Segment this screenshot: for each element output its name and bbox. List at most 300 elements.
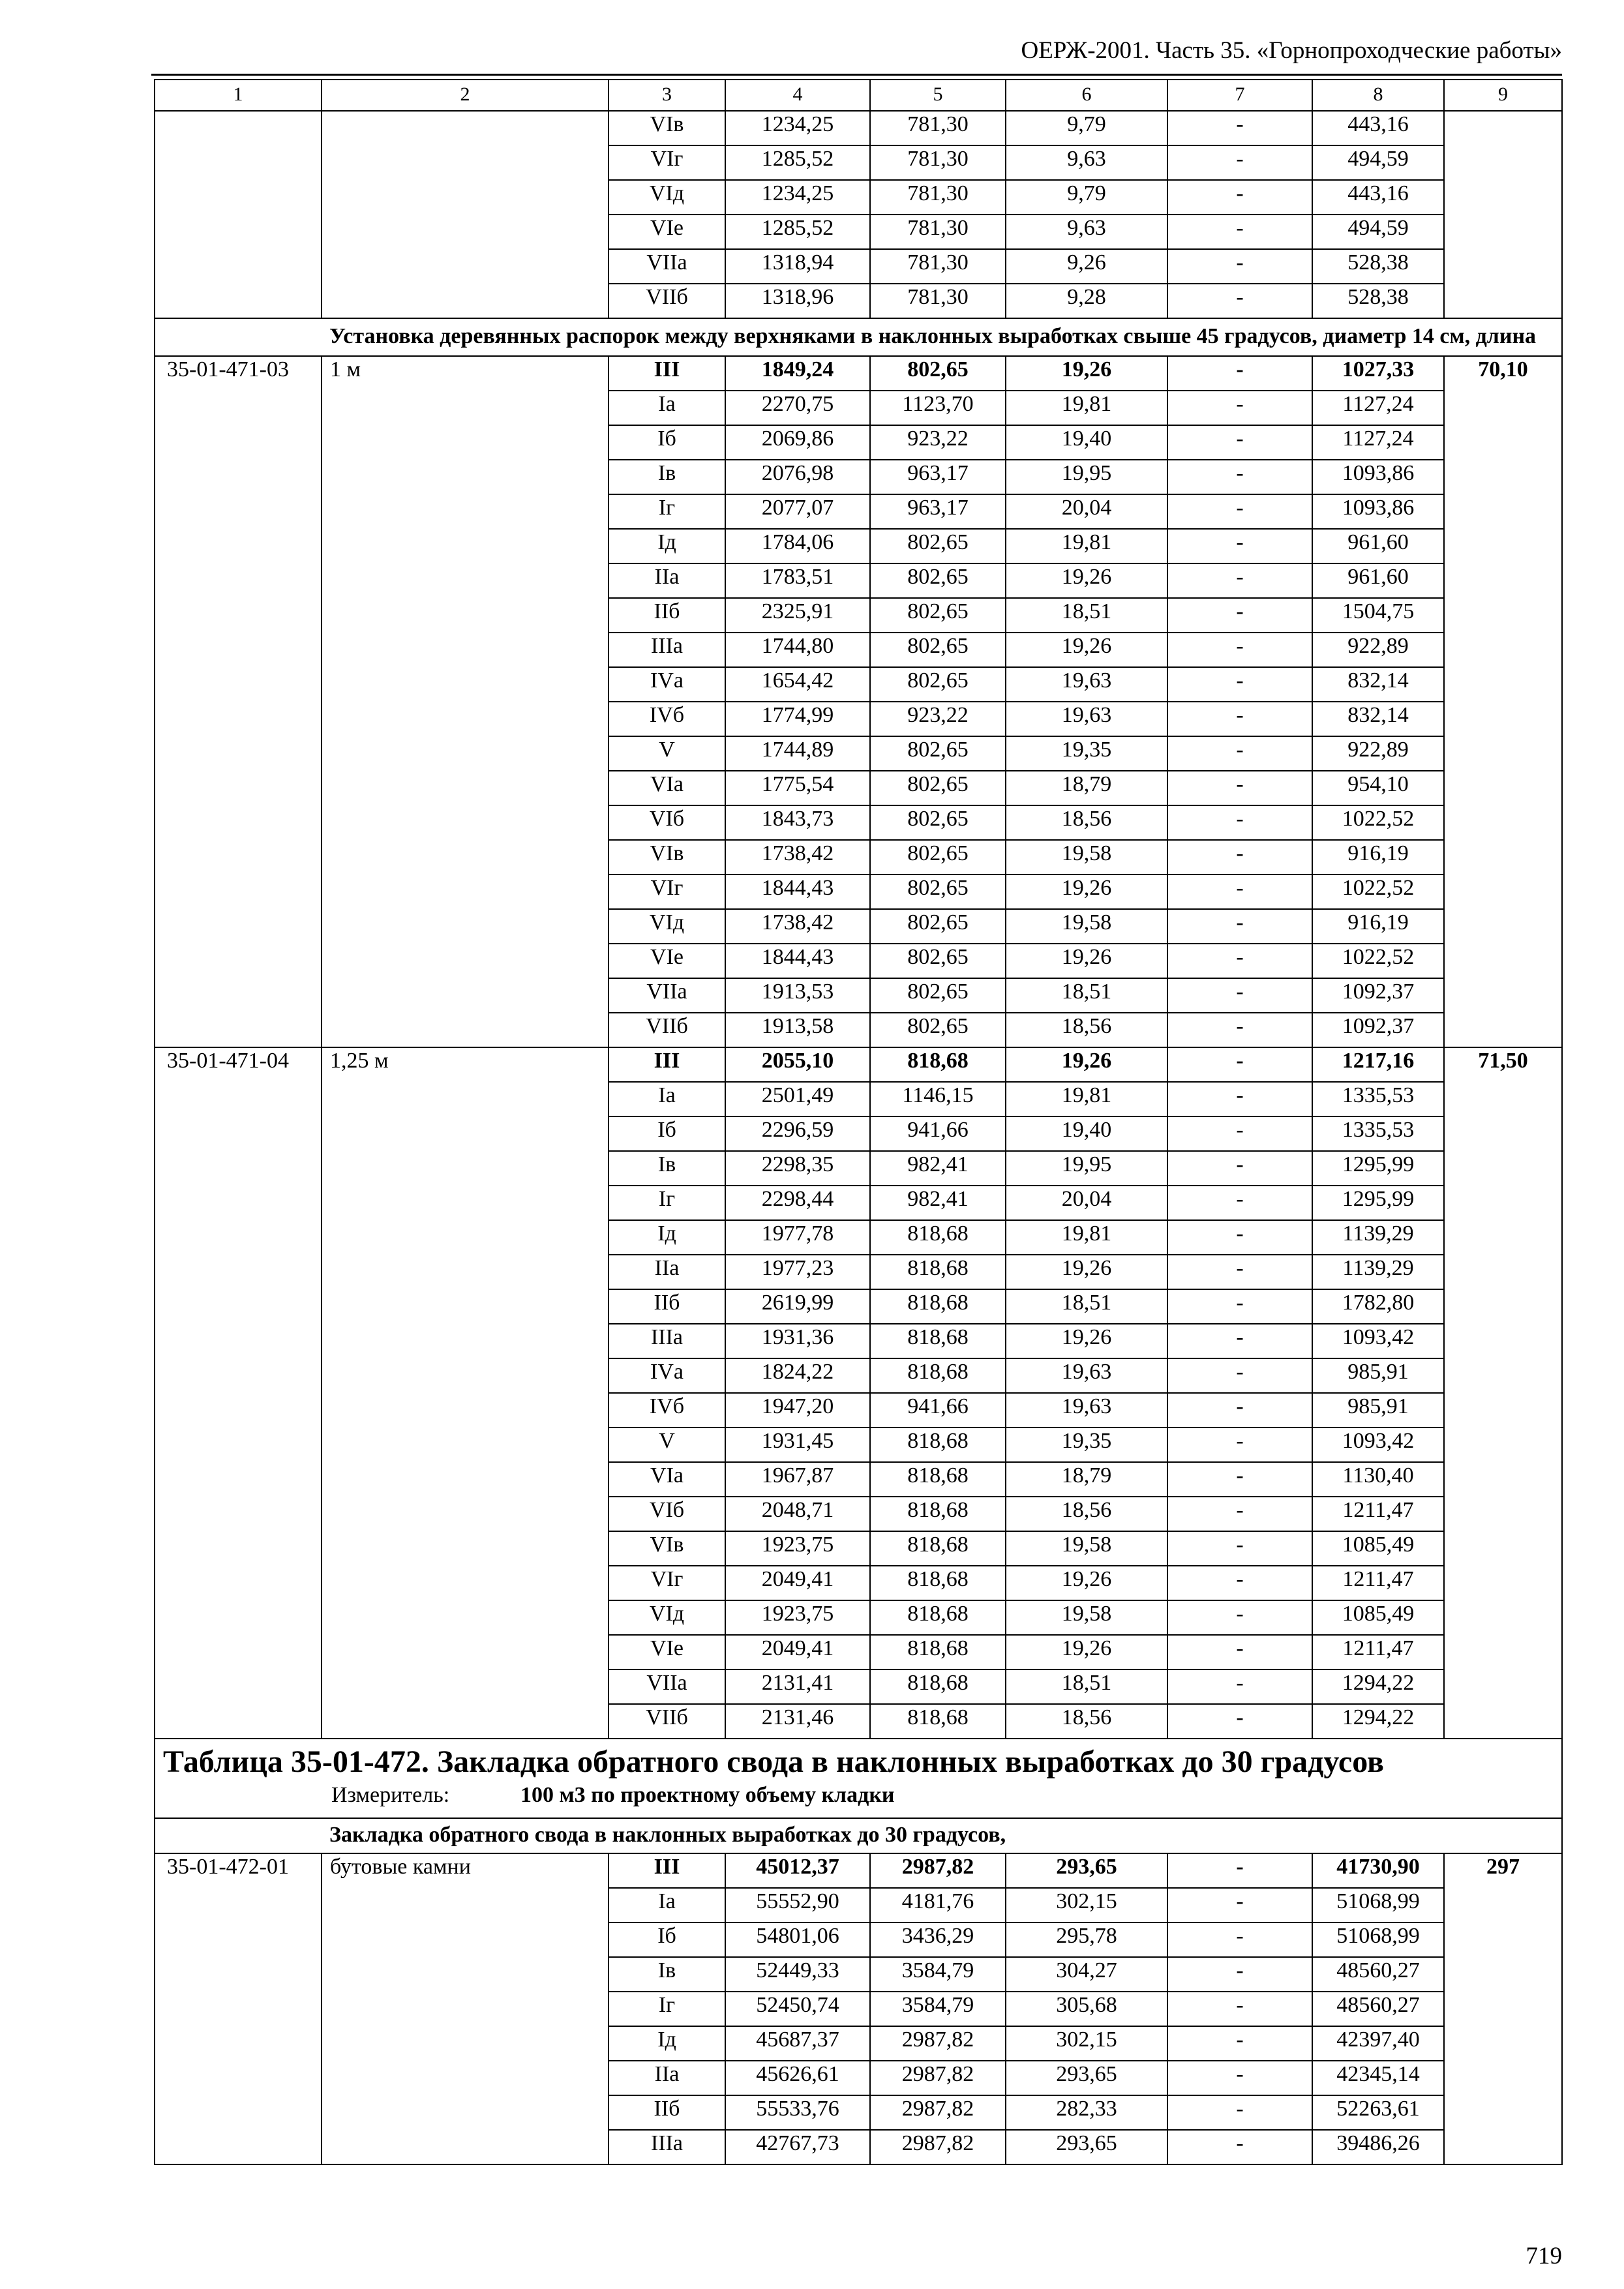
measure-row (155, 1782, 1562, 1818)
direct-costs-cell: 1318,94 (725, 249, 870, 284)
zone-cell: Iв (609, 1957, 725, 1992)
zone-cell: VIб (609, 1497, 725, 1531)
materials-cell: 961,60 (1312, 563, 1444, 598)
materials-cell: 1211,47 (1312, 1635, 1444, 1669)
wages-cell: 2987,82 (870, 2130, 1006, 2164)
machines-cell: 18,51 (1006, 1289, 1167, 1324)
labor-cell: 71,50 (1444, 1047, 1562, 1739)
wages-cell: 982,41 (870, 1186, 1006, 1220)
machines-cell: 293,65 (1006, 2130, 1167, 2164)
direct-costs-cell: 1844,43 (725, 875, 870, 909)
driver-wages-cell: - (1167, 1600, 1312, 1635)
table-row (155, 356, 1562, 391)
direct-costs-cell: 1318,96 (725, 284, 870, 318)
zone-cell: VIв (609, 1531, 725, 1566)
zone-cell: VIе (609, 215, 725, 249)
machines-cell: 18,79 (1006, 1462, 1167, 1497)
materials-cell: 832,14 (1312, 702, 1444, 736)
machines-cell: 19,40 (1006, 425, 1167, 460)
zone-cell: Iд (609, 529, 725, 563)
direct-costs-cell: 1931,36 (725, 1324, 870, 1358)
wages-cell: 781,30 (870, 284, 1006, 318)
wages-cell: 802,65 (870, 633, 1006, 667)
driver-wages-cell: - (1167, 215, 1312, 249)
column-number: 8 (1312, 80, 1444, 111)
section-spacer (155, 1818, 322, 1853)
materials-cell: 1782,80 (1312, 1289, 1444, 1324)
zone-cell: VIд (609, 1600, 725, 1635)
driver-wages-cell: - (1167, 1082, 1312, 1116)
driver-wages-cell: - (1167, 840, 1312, 875)
zone-cell: Iг (609, 494, 725, 529)
wages-cell: 941,66 (870, 1393, 1006, 1428)
machines-cell: 18,79 (1006, 771, 1167, 805)
zone-cell: Iб (609, 1116, 725, 1151)
materials-cell: 1130,40 (1312, 1462, 1444, 1497)
driver-wages-cell: - (1167, 1853, 1312, 1888)
machines-cell: 18,51 (1006, 978, 1167, 1013)
direct-costs-cell: 1824,22 (725, 1358, 870, 1393)
driver-wages-cell: - (1167, 1531, 1312, 1566)
machines-cell: 9,79 (1006, 111, 1167, 145)
driver-wages-cell: - (1167, 1922, 1312, 1957)
materials-cell: 41730,90 (1312, 1853, 1444, 1888)
machines-cell: 19,26 (1006, 356, 1167, 391)
direct-costs-cell: 1234,25 (725, 111, 870, 145)
wages-cell: 923,22 (870, 425, 1006, 460)
wages-cell: 802,65 (870, 909, 1006, 944)
driver-wages-cell: - (1167, 1151, 1312, 1186)
wages-cell: 802,65 (870, 978, 1006, 1013)
machines-cell: 19,58 (1006, 909, 1167, 944)
labor-cell (1444, 111, 1562, 318)
section-heading: Закладка обратного свода в наклонных выработках до 30 градусов, (322, 1818, 1562, 1853)
zone-cell: VIIа (609, 1669, 725, 1704)
machines-cell: 18,51 (1006, 1669, 1167, 1704)
machines-cell: 19,63 (1006, 702, 1167, 736)
materials-cell: 1093,86 (1312, 494, 1444, 529)
materials-cell: 51068,99 (1312, 1922, 1444, 1957)
header-rule (151, 74, 1562, 76)
column-number: 9 (1444, 80, 1562, 111)
page-number: 719 (1526, 2243, 1562, 2269)
code-cell: 35-01-472-01 (155, 1853, 322, 2164)
wages-cell: 802,65 (870, 1013, 1006, 1047)
materials-cell: 1295,99 (1312, 1151, 1444, 1186)
wages-cell: 941,66 (870, 1116, 1006, 1151)
direct-costs-cell: 55552,90 (725, 1888, 870, 1922)
zone-cell: VIд (609, 909, 725, 944)
wages-cell: 818,68 (870, 1289, 1006, 1324)
driver-wages-cell: - (1167, 529, 1312, 563)
direct-costs-cell: 45012,37 (725, 1853, 870, 1888)
machines-cell: 19,63 (1006, 667, 1167, 702)
driver-wages-cell: - (1167, 736, 1312, 771)
driver-wages-cell: - (1167, 702, 1312, 736)
materials-cell: 443,16 (1312, 180, 1444, 215)
machines-cell: 19,81 (1006, 1082, 1167, 1116)
materials-cell: 1217,16 (1312, 1047, 1444, 1082)
driver-wages-cell: - (1167, 1497, 1312, 1531)
section-heading: Установка деревянных распорок между верхняками в наклонных выработках свыше 45 градусов, диаметр 14 см, длина (322, 318, 1562, 356)
zone-cell: V (609, 1428, 725, 1462)
driver-wages-cell: - (1167, 2095, 1312, 2130)
zone-cell: VIв (609, 840, 725, 875)
zone-cell: IVа (609, 667, 725, 702)
name-cell: 1 м (322, 356, 609, 1047)
table-title-row (155, 1739, 1562, 1782)
machines-cell: 19,26 (1006, 1324, 1167, 1358)
driver-wages-cell: - (1167, 284, 1312, 318)
machines-cell: 19,35 (1006, 1428, 1167, 1462)
materials-cell: 494,59 (1312, 145, 1444, 180)
zone-cell: Iг (609, 1186, 725, 1220)
direct-costs-cell: 1738,42 (725, 840, 870, 875)
direct-costs-cell: 1774,99 (725, 702, 870, 736)
wages-cell: 818,68 (870, 1704, 1006, 1739)
direct-costs-cell: 1913,58 (725, 1013, 870, 1047)
materials-cell: 1093,42 (1312, 1324, 1444, 1358)
materials-cell: 961,60 (1312, 529, 1444, 563)
materials-cell: 1139,29 (1312, 1255, 1444, 1289)
zone-cell: III (609, 356, 725, 391)
materials-cell: 1211,47 (1312, 1497, 1444, 1531)
machines-cell: 9,28 (1006, 284, 1167, 318)
wages-cell: 1146,15 (870, 1082, 1006, 1116)
direct-costs-cell: 1234,25 (725, 180, 870, 215)
materials-cell: 48560,27 (1312, 1992, 1444, 2026)
wages-cell: 818,68 (870, 1635, 1006, 1669)
driver-wages-cell: - (1167, 2061, 1312, 2095)
direct-costs-cell: 1844,43 (725, 944, 870, 978)
machines-cell: 20,04 (1006, 494, 1167, 529)
driver-wages-cell: - (1167, 1669, 1312, 1704)
wages-cell: 2987,82 (870, 1853, 1006, 1888)
direct-costs-cell: 1285,52 (725, 215, 870, 249)
zone-cell: VIд (609, 180, 725, 215)
section-spacer (155, 318, 322, 356)
materials-cell: 1211,47 (1312, 1566, 1444, 1600)
driver-wages-cell: - (1167, 1324, 1312, 1358)
zone-cell: VIг (609, 875, 725, 909)
materials-cell: 1127,24 (1312, 425, 1444, 460)
direct-costs-cell: 1967,87 (725, 1462, 870, 1497)
driver-wages-cell: - (1167, 598, 1312, 633)
wages-cell: 1123,70 (870, 391, 1006, 425)
zone-cell: Iд (609, 1220, 725, 1255)
zone-cell: IVа (609, 1358, 725, 1393)
wages-cell: 802,65 (870, 667, 1006, 702)
materials-cell: 1127,24 (1312, 391, 1444, 425)
direct-costs-cell: 2077,07 (725, 494, 870, 529)
driver-wages-cell: - (1167, 2026, 1312, 2061)
wages-cell: 818,68 (870, 1462, 1006, 1497)
zone-cell: Iб (609, 425, 725, 460)
driver-wages-cell: - (1167, 1220, 1312, 1255)
direct-costs-cell: 45687,37 (725, 2026, 870, 2061)
wages-cell: 923,22 (870, 702, 1006, 736)
name-cell: 1,25 м (322, 1047, 609, 1739)
materials-cell: 52263,61 (1312, 2095, 1444, 2130)
driver-wages-cell: - (1167, 1635, 1312, 1669)
machines-cell: 19,95 (1006, 460, 1167, 494)
driver-wages-cell: - (1167, 875, 1312, 909)
machines-cell: 19,81 (1006, 529, 1167, 563)
table-row (155, 111, 1562, 145)
driver-wages-cell: - (1167, 494, 1312, 529)
materials-cell: 528,38 (1312, 249, 1444, 284)
wages-cell: 802,65 (870, 944, 1006, 978)
zone-cell: Iг (609, 1992, 725, 2026)
wages-cell: 802,65 (870, 805, 1006, 840)
machines-cell: 19,26 (1006, 1255, 1167, 1289)
name-cell: бутовые камни (322, 1853, 609, 2164)
machines-cell: 19,26 (1006, 1566, 1167, 1600)
driver-wages-cell: - (1167, 1888, 1312, 1922)
zone-cell: VIIб (609, 1704, 725, 1739)
machines-cell: 19,40 (1006, 1116, 1167, 1151)
zone-cell: Iа (609, 391, 725, 425)
wages-cell: 3584,79 (870, 1992, 1006, 2026)
machines-cell: 19,58 (1006, 840, 1167, 875)
machines-cell: 302,15 (1006, 2026, 1167, 2061)
driver-wages-cell: - (1167, 1957, 1312, 1992)
driver-wages-cell: - (1167, 1428, 1312, 1462)
driver-wages-cell: - (1167, 249, 1312, 284)
driver-wages-cell: - (1167, 771, 1312, 805)
zone-cell: VIа (609, 1462, 725, 1497)
zone-cell: IIб (609, 2095, 725, 2130)
machines-cell: 304,27 (1006, 1957, 1167, 1992)
direct-costs-cell: 1849,24 (725, 356, 870, 391)
direct-costs-cell: 1923,75 (725, 1531, 870, 1566)
wages-cell: 802,65 (870, 356, 1006, 391)
wages-cell: 781,30 (870, 249, 1006, 284)
zone-cell: VIг (609, 1566, 725, 1600)
zone-cell: Iа (609, 1888, 725, 1922)
driver-wages-cell: - (1167, 1566, 1312, 1600)
direct-costs-cell: 2076,98 (725, 460, 870, 494)
materials-cell: 916,19 (1312, 909, 1444, 944)
zone-cell: IIа (609, 1255, 725, 1289)
zone-cell: VIг (609, 145, 725, 180)
direct-costs-cell: 1923,75 (725, 1600, 870, 1635)
wages-cell: 781,30 (870, 215, 1006, 249)
direct-costs-cell: 1775,54 (725, 771, 870, 805)
zone-cell: IIа (609, 563, 725, 598)
machines-cell: 19,26 (1006, 944, 1167, 978)
zone-cell: IIа (609, 2061, 725, 2095)
column-number: 1 (155, 80, 322, 111)
wages-cell: 818,68 (870, 1428, 1006, 1462)
materials-cell: 42345,14 (1312, 2061, 1444, 2095)
materials-cell: 985,91 (1312, 1358, 1444, 1393)
wages-cell: 818,68 (870, 1255, 1006, 1289)
driver-wages-cell: - (1167, 460, 1312, 494)
driver-wages-cell: - (1167, 1289, 1312, 1324)
wages-cell: 818,68 (870, 1047, 1006, 1082)
direct-costs-cell: 45626,61 (725, 2061, 870, 2095)
machines-cell: 19,58 (1006, 1600, 1167, 1635)
direct-costs-cell: 1947,20 (725, 1393, 870, 1428)
direct-costs-cell: 1738,42 (725, 909, 870, 944)
zone-cell: Iд (609, 2026, 725, 2061)
direct-costs-cell: 1913,53 (725, 978, 870, 1013)
driver-wages-cell: - (1167, 633, 1312, 667)
wages-cell: 2987,82 (870, 2095, 1006, 2130)
wages-cell: 818,68 (870, 1566, 1006, 1600)
materials-cell: 954,10 (1312, 771, 1444, 805)
machines-cell: 9,26 (1006, 249, 1167, 284)
materials-cell: 1092,37 (1312, 978, 1444, 1013)
column-number: 5 (870, 80, 1006, 111)
direct-costs-cell: 2049,41 (725, 1566, 870, 1600)
zone-cell: III (609, 1047, 725, 1082)
materials-cell: 922,89 (1312, 633, 1444, 667)
materials-cell: 48560,27 (1312, 1957, 1444, 1992)
materials-cell: 1085,49 (1312, 1600, 1444, 1635)
machines-cell: 19,26 (1006, 1635, 1167, 1669)
wages-cell: 818,68 (870, 1358, 1006, 1393)
direct-costs-cell: 1784,06 (725, 529, 870, 563)
column-number: 6 (1006, 80, 1167, 111)
driver-wages-cell: - (1167, 667, 1312, 702)
measure-line (155, 1782, 1562, 1818)
direct-costs-cell: 2131,46 (725, 1704, 870, 1739)
driver-wages-cell: - (1167, 563, 1312, 598)
driver-wages-cell: - (1167, 111, 1312, 145)
driver-wages-cell: - (1167, 1704, 1312, 1739)
zone-cell: IIб (609, 598, 725, 633)
machines-cell: 19,26 (1006, 1047, 1167, 1082)
materials-cell: 922,89 (1312, 736, 1444, 771)
wages-cell: 3436,29 (870, 1922, 1006, 1957)
column-number: 3 (609, 80, 725, 111)
wages-cell: 802,65 (870, 529, 1006, 563)
materials-cell: 39486,26 (1312, 2130, 1444, 2164)
machines-cell: 20,04 (1006, 1186, 1167, 1220)
labor-cell: 70,10 (1444, 356, 1562, 1047)
machines-cell: 9,79 (1006, 180, 1167, 215)
direct-costs-cell: 1977,23 (725, 1255, 870, 1289)
wages-cell: 963,17 (870, 494, 1006, 529)
wages-cell: 802,65 (870, 840, 1006, 875)
direct-costs-cell: 54801,06 (725, 1922, 870, 1957)
materials-cell: 1022,52 (1312, 875, 1444, 909)
driver-wages-cell: - (1167, 1047, 1312, 1082)
materials-cell: 1504,75 (1312, 598, 1444, 633)
column-number: 2 (322, 80, 609, 111)
materials-cell: 1022,52 (1312, 805, 1444, 840)
zone-cell: Iв (609, 460, 725, 494)
zone-cell: IIIа (609, 633, 725, 667)
materials-cell: 494,59 (1312, 215, 1444, 249)
wages-cell: 4181,76 (870, 1888, 1006, 1922)
zone-cell: VIIа (609, 249, 725, 284)
machines-cell: 9,63 (1006, 145, 1167, 180)
direct-costs-cell: 1783,51 (725, 563, 870, 598)
column-number: 4 (725, 80, 870, 111)
materials-cell: 1027,33 (1312, 356, 1444, 391)
driver-wages-cell: - (1167, 391, 1312, 425)
driver-wages-cell: - (1167, 425, 1312, 460)
direct-costs-cell: 1977,78 (725, 1220, 870, 1255)
section-heading-row (155, 318, 1562, 356)
measure-value: 100 м3 по проектному объему кладки (520, 1783, 895, 1807)
running-header: ОЕРЖ-2001. Часть 35. «Горнопроходческие работы» (1021, 37, 1562, 64)
driver-wages-cell: - (1167, 2130, 1312, 2164)
direct-costs-cell: 2619,99 (725, 1289, 870, 1324)
driver-wages-cell: - (1167, 1992, 1312, 2026)
direct-costs-cell: 2298,44 (725, 1186, 870, 1220)
wages-cell: 818,68 (870, 1497, 1006, 1531)
code-cell: 35-01-471-03 (155, 356, 322, 1047)
zone-cell: VIIб (609, 1013, 725, 1047)
materials-cell: 528,38 (1312, 284, 1444, 318)
materials-cell: 985,91 (1312, 1393, 1444, 1428)
zone-cell: VIе (609, 1635, 725, 1669)
column-number: 7 (1167, 80, 1312, 111)
direct-costs-cell: 2069,86 (725, 425, 870, 460)
zone-cell: VIе (609, 944, 725, 978)
code-cell (155, 111, 322, 318)
wages-cell: 818,68 (870, 1669, 1006, 1704)
direct-costs-cell: 42767,73 (725, 2130, 870, 2164)
wages-cell: 963,17 (870, 460, 1006, 494)
driver-wages-cell: - (1167, 145, 1312, 180)
labor-cell: 297 (1444, 1853, 1562, 2164)
direct-costs-cell: 2296,59 (725, 1116, 870, 1151)
machines-cell: 19,95 (1006, 1151, 1167, 1186)
table-row (155, 1853, 1562, 1888)
zone-cell: VIв (609, 111, 725, 145)
machines-cell: 18,56 (1006, 1013, 1167, 1047)
code-cell: 35-01-471-04 (155, 1047, 322, 1739)
materials-cell: 916,19 (1312, 840, 1444, 875)
direct-costs-cell: 2501,49 (725, 1082, 870, 1116)
zone-cell: IVб (609, 1393, 725, 1428)
machines-cell: 282,33 (1006, 2095, 1167, 2130)
direct-costs-cell: 52449,33 (725, 1957, 870, 1992)
materials-cell: 832,14 (1312, 667, 1444, 702)
machines-cell: 293,65 (1006, 1853, 1167, 1888)
wages-cell: 802,65 (870, 598, 1006, 633)
materials-cell: 1085,49 (1312, 1531, 1444, 1566)
zone-cell: III (609, 1853, 725, 1888)
norms-table (154, 79, 1563, 2165)
zone-cell: Iв (609, 1151, 725, 1186)
materials-cell: 1335,53 (1312, 1116, 1444, 1151)
wages-cell: 802,65 (870, 771, 1006, 805)
driver-wages-cell: - (1167, 944, 1312, 978)
direct-costs-cell: 1654,42 (725, 667, 870, 702)
machines-cell: 293,65 (1006, 2061, 1167, 2095)
wages-cell: 2987,82 (870, 2061, 1006, 2095)
driver-wages-cell: - (1167, 909, 1312, 944)
materials-cell: 1022,52 (1312, 944, 1444, 978)
driver-wages-cell: - (1167, 805, 1312, 840)
direct-costs-cell: 55533,76 (725, 2095, 870, 2130)
driver-wages-cell: - (1167, 1116, 1312, 1151)
machines-cell: 302,15 (1006, 1888, 1167, 1922)
materials-cell: 1294,22 (1312, 1704, 1444, 1739)
driver-wages-cell: - (1167, 1393, 1312, 1428)
direct-costs-cell: 2048,71 (725, 1497, 870, 1531)
zone-cell: V (609, 736, 725, 771)
machines-cell: 19,63 (1006, 1358, 1167, 1393)
zone-cell: IIIа (609, 2130, 725, 2164)
materials-cell: 1139,29 (1312, 1220, 1444, 1255)
